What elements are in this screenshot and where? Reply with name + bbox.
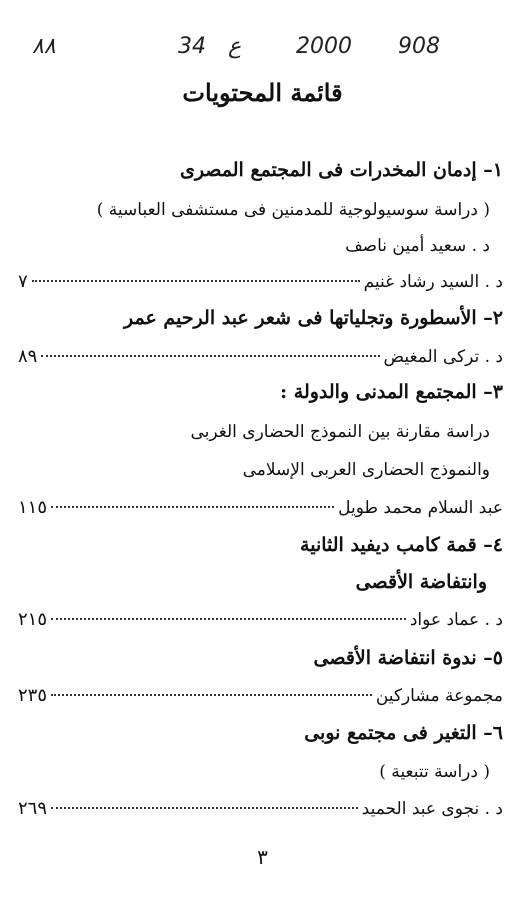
toc-page-number: ١١٥	[18, 497, 48, 518]
toc-page-number: ٢٦٩	[18, 798, 48, 819]
toc-entry	[18, 608, 503, 632]
section-heading-continued: وانتفاضة الأقصى	[355, 571, 487, 593]
section-heading: ٦– التغير فى مجتمع نوبى	[304, 722, 503, 744]
handwritten-number: 34	[178, 34, 206, 59]
toc-author: د . عماد عواد	[409, 610, 503, 630]
handwritten-letter: ع	[228, 34, 242, 59]
dot-leader	[51, 506, 334, 508]
handwritten-year: 2000	[296, 34, 352, 59]
toc-page-number: ٢١٥	[18, 609, 48, 630]
toc-author: د . السيد رشاد غنيم	[363, 272, 503, 292]
toc-author: د . تركى المغيض	[383, 347, 503, 367]
toc-author: مجموعة مشاركين	[375, 686, 503, 706]
section-heading: ١– إدمان المخدرات فى المجتمع المصرى	[179, 159, 503, 181]
section-subtitle: ( دراسة تتبعية )	[379, 762, 490, 782]
page-title: قائمة المحتويات	[182, 78, 343, 107]
section-heading: ٣– المجتمع المدنى والدولة :	[280, 381, 503, 403]
toc-entry	[18, 797, 503, 821]
toc-entry	[18, 345, 503, 369]
toc-page-number: ٧	[18, 271, 28, 292]
toc-author: عبد السلام محمد طويل	[338, 498, 503, 518]
section-subtitle: والنموذج الحضارى العربى الإسلامى	[242, 460, 490, 480]
toc-page-number: ٨٩	[18, 346, 38, 367]
dot-leader	[51, 618, 406, 620]
section-heading: ٥– ندوة انتفاضة الأقصى	[313, 647, 503, 669]
dot-leader	[51, 694, 372, 696]
dot-leader	[32, 280, 360, 282]
toc-page-number: ٢٣٥	[18, 685, 48, 706]
section-subtitle: ( دراسة سوسيولوجية للمدمنين فى مستشفى العباسية )	[96, 200, 490, 220]
toc-entry	[18, 684, 503, 708]
toc-entry	[18, 496, 503, 520]
section-heading: ٤– قمة كامب ديفيد الثانية	[300, 534, 503, 556]
page-number: ٣	[257, 845, 268, 869]
toc-author: د . نجوى عبد الحميد	[361, 799, 503, 819]
section-subtitle: دراسة مقارنة بين النموذج الحضارى الغربى	[190, 422, 490, 442]
dot-leader	[51, 807, 358, 809]
handwritten-note-right: 908	[398, 34, 440, 59]
handwritten-note-left: ٨٨	[32, 34, 56, 59]
section-author-line: د . سعيد أمين ناصف	[345, 236, 490, 256]
toc-entry	[18, 270, 503, 294]
section-heading: ٢– الأسطورة وتجلياتها فى شعر عبد الرحيم عمر	[124, 307, 503, 329]
dot-leader	[41, 355, 379, 357]
